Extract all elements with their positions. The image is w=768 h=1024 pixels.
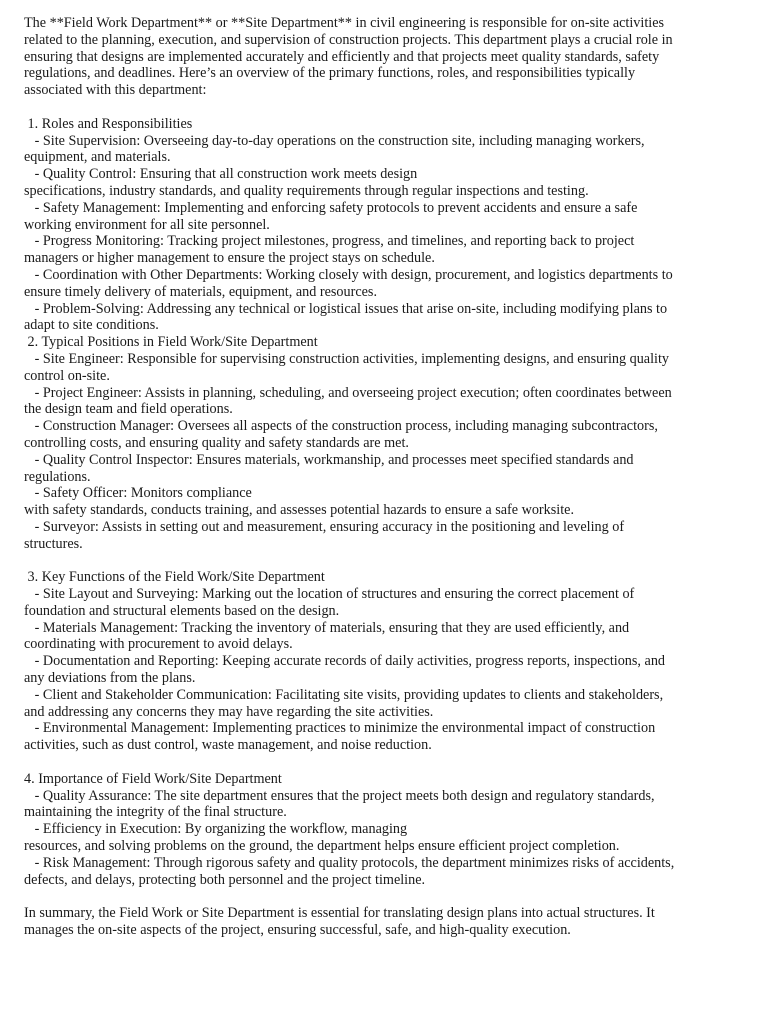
text-line: - Efficiency in Execution: By organizing the workflow, managing: [24, 821, 408, 838]
blank-line: [24, 99, 740, 116]
text-line: - Construction Manager: Oversees all aspects of the construction process, including managing subcontractors,: [24, 418, 658, 435]
text-line: specifications, industry standards, and quality requirements through regular inspections and testing.: [24, 182, 589, 199]
text-line: - Quality Control Inspector: Ensures materials, workmanship, and processes meet specified standards and: [24, 451, 634, 468]
text-line: associated with this department:: [24, 82, 207, 99]
blank-line: [24, 754, 740, 771]
text-line: - Environmental Management: Implementing practices to minimize the environmental impact of construction: [24, 720, 656, 737]
text-line: equipment, and materials.: [24, 149, 171, 166]
text-line: foundation and structural elements based on the design.: [24, 602, 340, 619]
text-line: - Site Layout and Surveying: Marking out the location of structures and ensuring the correct placement of: [24, 586, 635, 603]
text-line: activities, such as dust control, waste management, and noise reduction.: [24, 737, 432, 754]
text-line: - Client and Stakeholder Communication: Facilitating site visits, providing updates to clients and stakeholders,: [24, 686, 664, 703]
document-body: [24, 15, 740, 939]
text-line: 3. Key Functions of the Field Work/Site Department: [24, 569, 325, 586]
text-line: regulations, and deadlines. Here’s an overview of the primary functions, roles, and responsibilities typically: [24, 65, 636, 82]
text-line: 4. Importance of Field Work/Site Department: [24, 770, 282, 787]
text-line: defects, and delays, protecting both personnel and the project timeline.: [24, 871, 426, 888]
text-line: control on-site.: [24, 367, 110, 384]
text-line: In summary, the Field Work or Site Department is essential for translating design plans into actual structures. It: [24, 905, 655, 922]
text-line: resources, and solving problems on the ground, the department helps ensure efficient project completion.: [24, 838, 620, 855]
text-line: - Documentation and Reporting: Keeping accurate records of daily activities, progress reports, inspections, and: [24, 653, 666, 670]
text-line: - Surveyor: Assists in setting out and measurement, ensuring accuracy in the positioning and leveling of: [24, 518, 625, 535]
text-line: - Coordination with Other Departments: Working closely with design, procurement, and logistics departments to: [24, 266, 673, 283]
text-line: - Safety Management: Implementing and enforcing safety protocols to prevent accidents and ensure a safe: [24, 199, 638, 216]
text-line: manages the on-site aspects of the project, ensuring successful, safe, and high-quality execution.: [24, 922, 571, 939]
text-line: working environment for all site personnel.: [24, 216, 270, 233]
text-line: adapt to site conditions.: [24, 317, 159, 334]
text-line: managers or higher management to ensure the project stays on schedule.: [24, 250, 435, 267]
text-line: - Risk Management: Through rigorous safety and quality protocols, the department minimizes risks of accidents,: [24, 854, 675, 871]
text-line: 1. Roles and Responsibilities: [24, 115, 193, 132]
text-line: - Project Engineer: Assists in planning, scheduling, and overseeing project execution; often coordinates between: [24, 384, 672, 401]
text-line: the design team and field operations.: [24, 401, 233, 418]
text-line: - Materials Management: Tracking the inventory of materials, ensuring that they are used efficiently, and: [24, 619, 630, 636]
text-line: coordinating with procurement to avoid delays.: [24, 636, 293, 653]
text-line: regulations.: [24, 468, 91, 485]
text-line: 2. Typical Positions in Field Work/Site Department: [24, 334, 318, 351]
text-line: - Quality Assurance: The site department ensures that the project meets both design and regulatory standards,: [24, 787, 655, 804]
text-line: maintaining the integrity of the final structure.: [24, 804, 287, 821]
text-line: - Quality Control: Ensuring that all construction work meets design: [24, 166, 418, 183]
text-line: and addressing any concerns they may have regarding the site activities.: [24, 703, 434, 720]
text-line: controlling costs, and ensuring quality and safety standards are met.: [24, 434, 409, 451]
text-line: The **Field Work Department** or **Site Department** in civil engineering is responsible for on-site activities: [24, 15, 665, 31]
blank-line: [24, 888, 740, 905]
text-line: - Safety Officer: Monitors compliance: [24, 485, 252, 502]
text-line: - Problem-Solving: Addressing any technical or logistical issues that arise on-site, including modifying plans to: [24, 300, 668, 317]
text-line: ensure timely delivery of materials, equipment, and resources.: [24, 283, 377, 300]
text-line: - Site Engineer: Responsible for supervising construction activities, implementing designs, and ensuring quality: [24, 350, 670, 367]
blank-line: [24, 553, 740, 570]
text-line: structures.: [24, 535, 83, 552]
text-line: any deviations from the plans.: [24, 670, 196, 687]
text-line: - Progress Monitoring: Tracking project milestones, progress, and timelines, and reporting back to project: [24, 233, 635, 250]
text-line: with safety standards, conducts training, and assesses potential hazards to ensure a safe worksite.: [24, 502, 575, 519]
text-line: related to the planning, execution, and supervision of construction projects. This department plays a crucial role in: [24, 31, 673, 48]
text-line: - Site Supervision: Overseeing day-to-day operations on the construction site, including managing workers,: [24, 132, 645, 149]
text-line: ensuring that designs are implemented accurately and efficiently and that projects meet quality standards, safety: [24, 48, 660, 65]
